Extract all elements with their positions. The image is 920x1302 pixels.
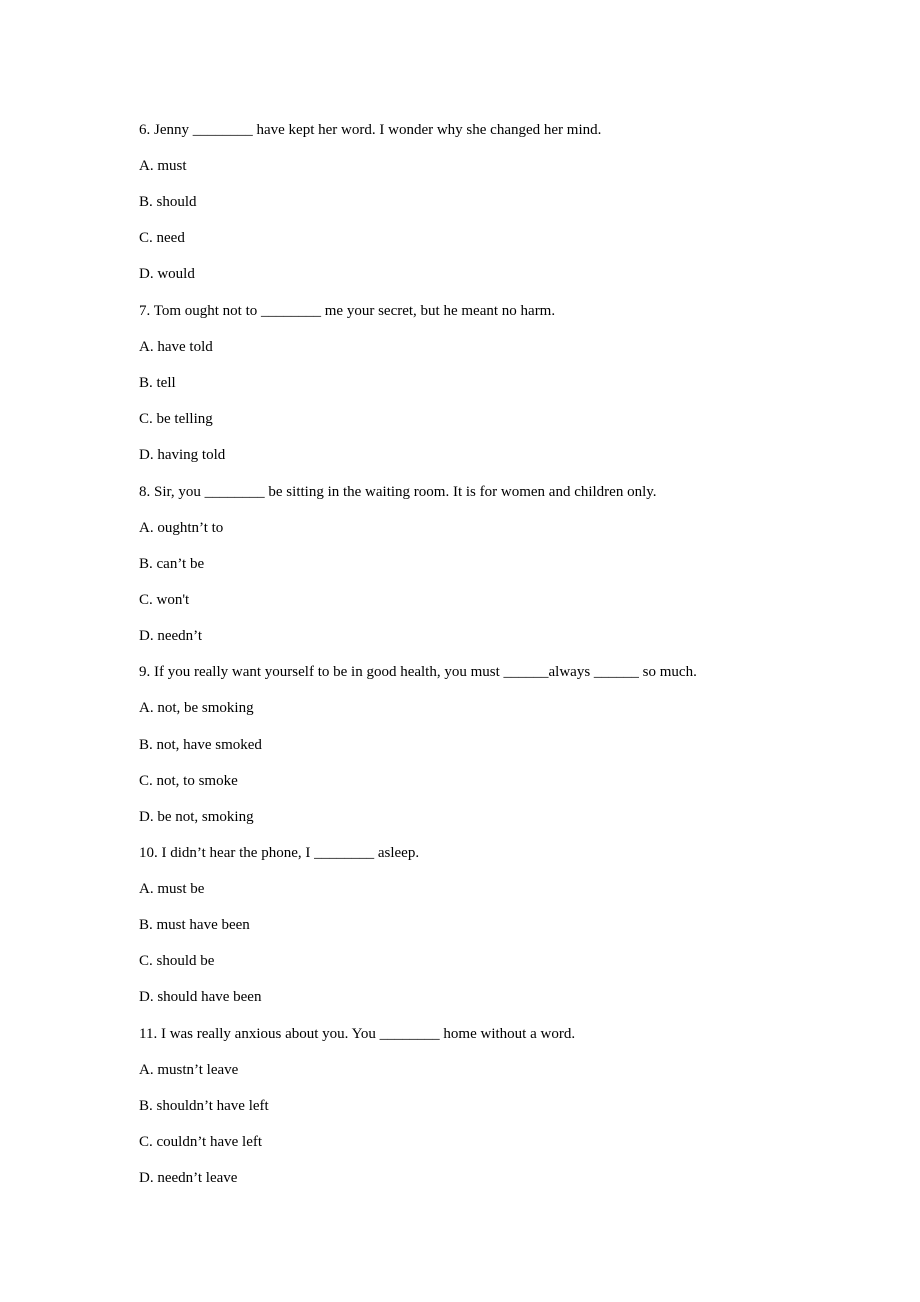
question-11-option-c: C. couldn’t have left: [139, 1134, 263, 1150]
question-8-option-d: D. needn’t: [139, 628, 203, 644]
question-8-stem: 8. Sir, you ________ be sitting in the waiting room. It is for women and children only.: [139, 484, 657, 500]
question-7-option-d: D. having told: [139, 447, 226, 463]
question-8-option-a: A. oughtn’t to: [139, 520, 224, 536]
question-11-option-d: D. needn’t leave: [139, 1170, 238, 1186]
question-6-option-c: C. need: [139, 230, 185, 246]
question-7-stem: 7. Tom ought not to ________ me your secret, but he meant no harm.: [139, 303, 556, 319]
question-10-option-b: B. must have been: [139, 917, 250, 933]
question-9-stem: 9. If you really want yourself to be in good health, you must ______always ______ so much.: [139, 664, 697, 680]
question-10-option-c: C. should be: [139, 953, 215, 969]
question-7-option-c: C. be telling: [139, 411, 213, 427]
question-6-stem: 6. Jenny ________ have kept her word. I wonder why she changed her mind.: [139, 122, 602, 138]
question-11-stem: 11. I was really anxious about you. You ________ home without a word.: [139, 1026, 576, 1042]
question-11-option-a: A. mustn’t leave: [139, 1062, 239, 1078]
question-8-option-b: B. can’t be: [139, 556, 205, 572]
question-9-option-d: D. be not, smoking: [139, 809, 254, 825]
question-7-option-a: A. have told: [139, 339, 213, 355]
question-8-option-c: C. won't: [139, 592, 190, 608]
question-6-option-b: B. should: [139, 194, 197, 210]
question-10-option-d: D. should have been: [139, 989, 262, 1005]
question-6-option-d: D. would: [139, 266, 195, 282]
question-9-option-a: A. not, be smoking: [139, 700, 254, 716]
question-11-option-b: B. shouldn’t have left: [139, 1098, 269, 1114]
question-7-option-b: B. tell: [139, 375, 176, 391]
question-9-option-c: C. not, to smoke: [139, 773, 238, 789]
question-9-option-b: B. not, have smoked: [139, 737, 262, 753]
question-6-option-a: A. must: [139, 158, 187, 174]
question-10-option-a: A. must be: [139, 881, 205, 897]
question-10-stem: 10. I didn’t hear the phone, I ________ asleep.: [139, 845, 420, 861]
